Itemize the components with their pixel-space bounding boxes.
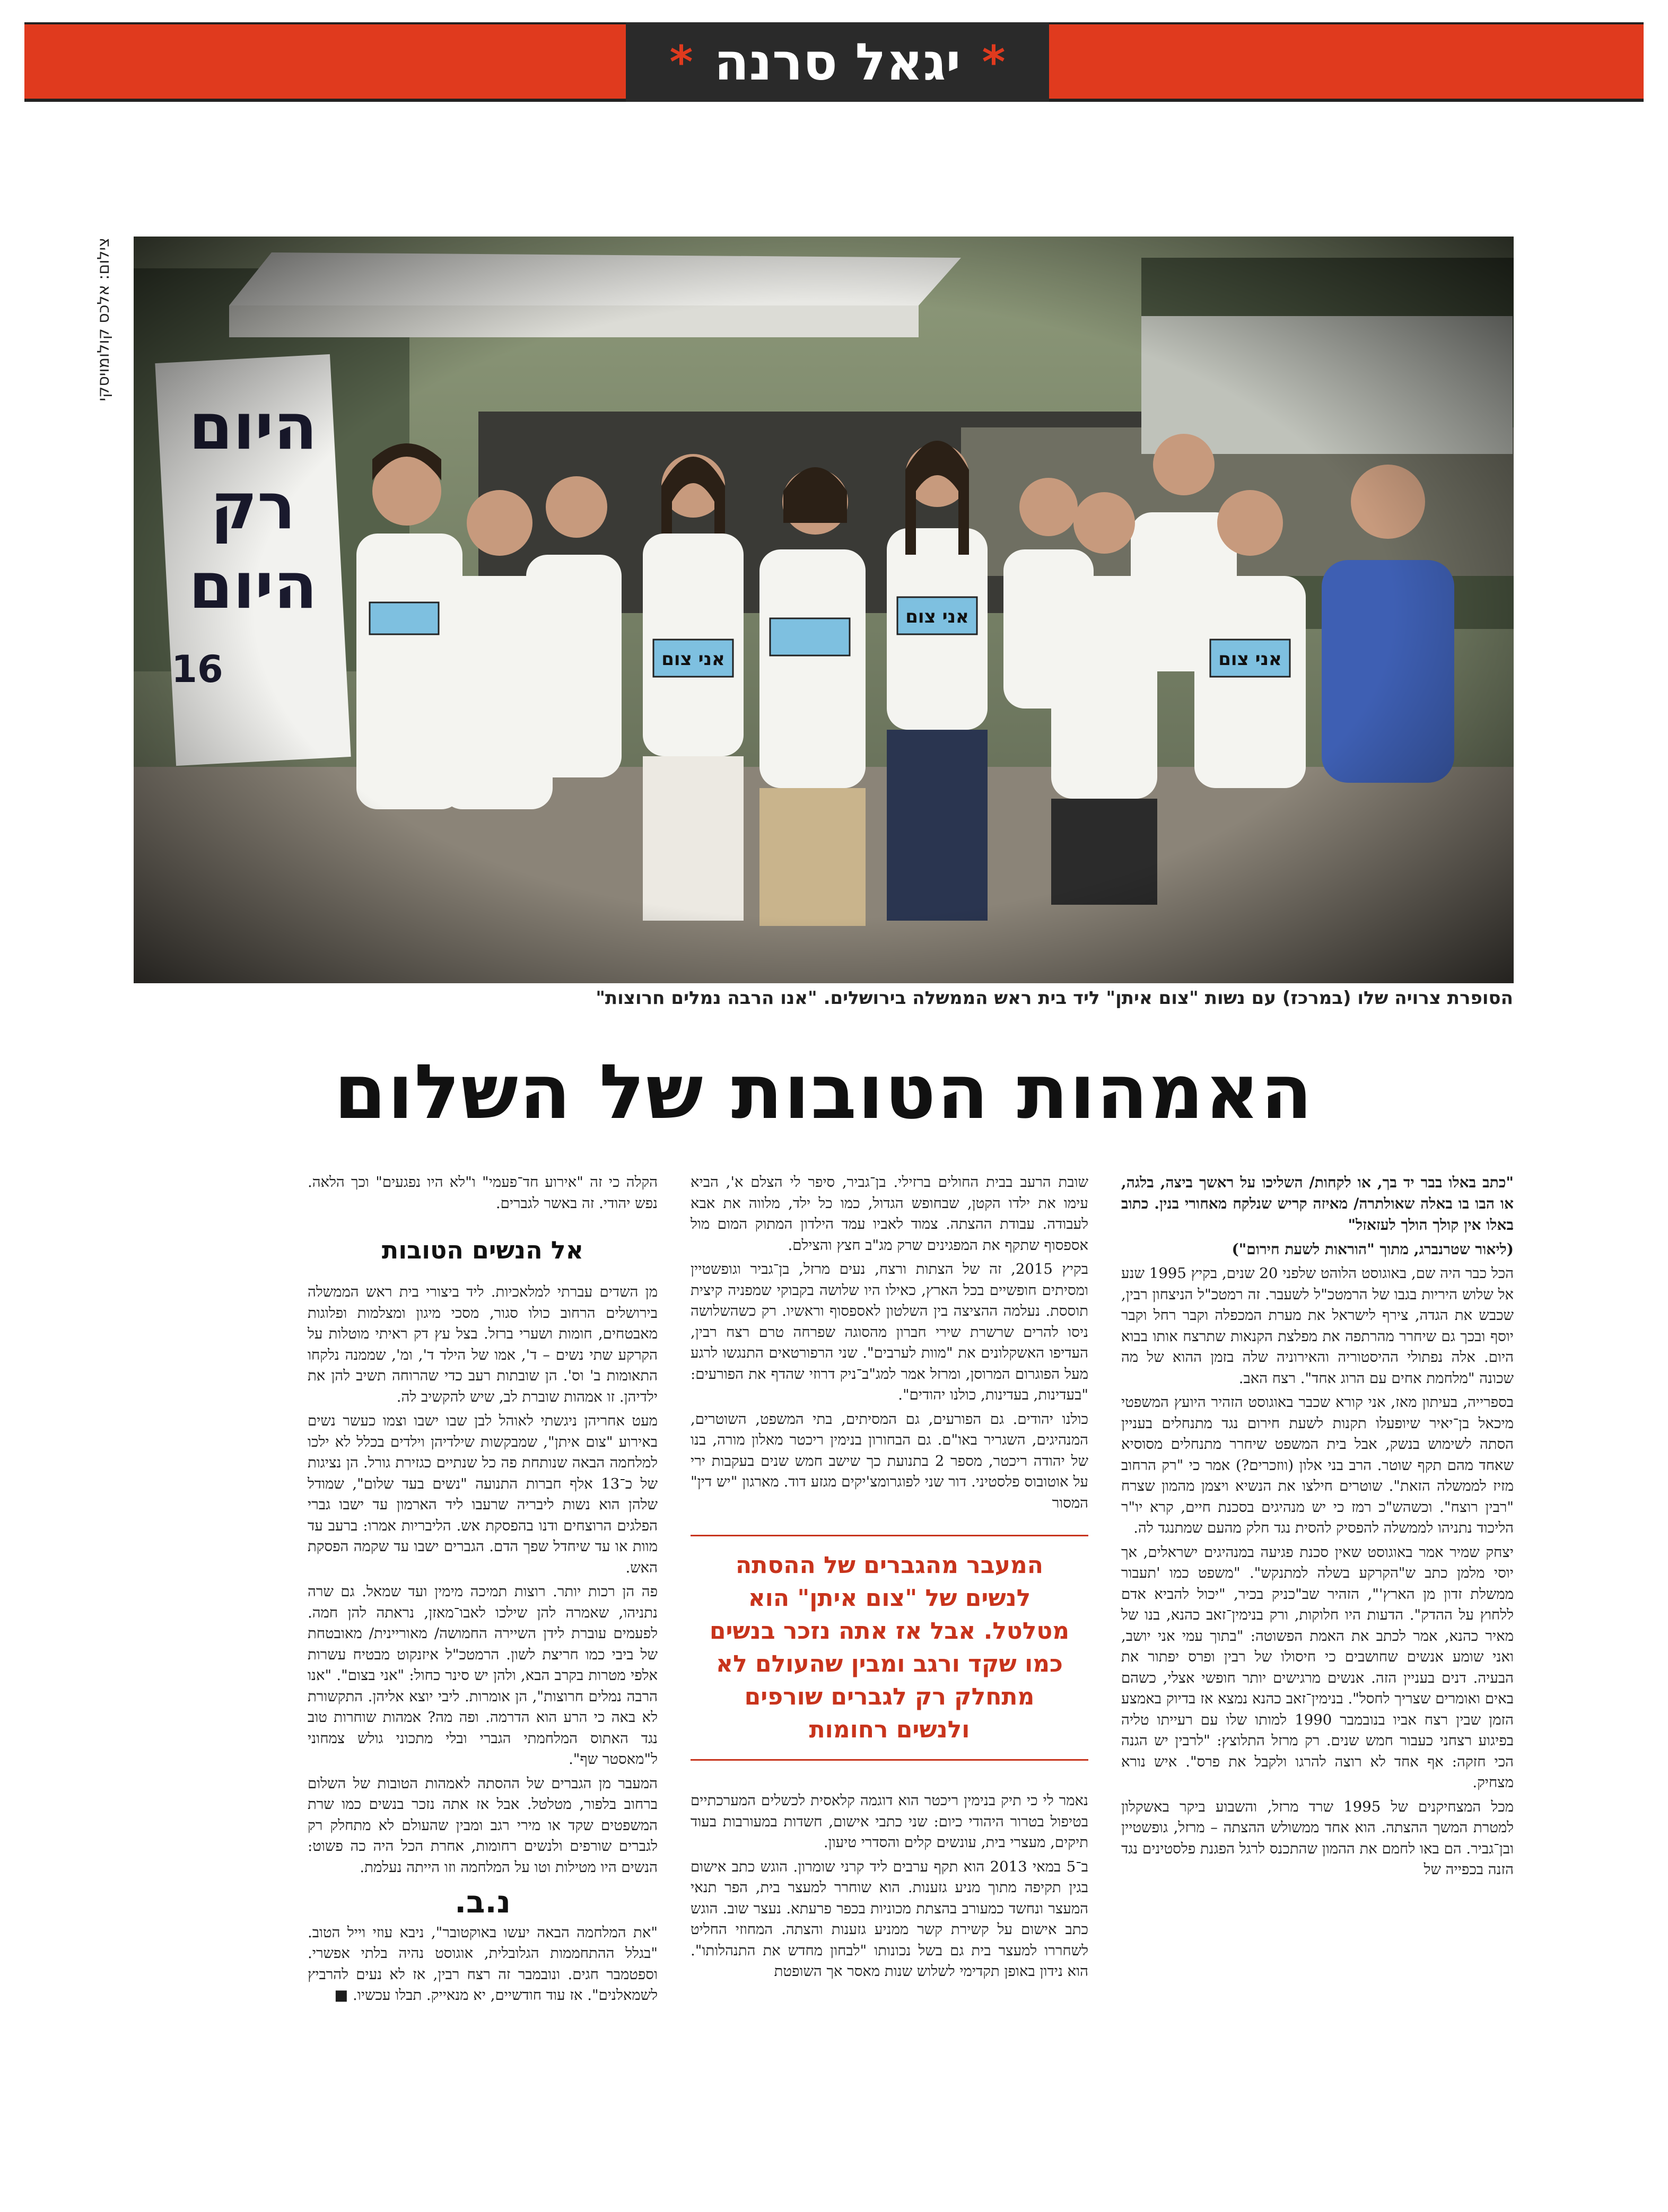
paragraph: פה הן רכות יותר. רוצות תמיכה מימין ועד שמאל. גם שרה נתניהו, שאמרה להן שילכו לאבו־מאזן, נראתה להן חמה. לפעמים עוברת לידן השיירה החמושה/ מאוריינית/ מאובטחת של ביבי כמו חריצת לשון. הרמטכ"ל איזנקוט מבטיח עשרות אלפי מטרות בקרב הבא, ולהן יש סינר כחול: "אני בצום". "אנו הרבה נמלים חרוצות", הן אומרות. ליבי יוצא אליהן. התקשורת לא באה כי הרע הוא הדרמה. ופה מה? אמהות שוחרות טוב נגד האתוס המלחמתי הגברי ובלי מתכוני גולש צמחוני ל"מאסטר שף".	[308, 1583, 658, 1768]
paragraph: בקיץ 2015, זה של הצתות ורצח, נעים מרזל, בן־גביר וגופשטיין ומסיתים חופשיים בכל הארץ, כאילו היו שלושה בקבוקי שמפניה קיצית תוססת. נעלמה ההציצה בין השלטון לאספסוף וראשיו. רק כשהשלושה ניסו להרים שרשרת שירי חברון מהסוגה שפרחה טרם רצח רבין, העדיפו האשקלונים את "מוות לערבים". שני הרפורטאים התנגשו לרגע מעל הפוגרום המרוסן, ומרזל אמר למג"ב־ניק דרוזי שהדף את הפורעים: "בעדינות, בעדינות, כולנו יהודים".	[691, 1261, 1088, 1403]
star-right-icon: *	[982, 36, 1006, 88]
photo-caption: הסופרת צרויה שלו (במרכז) עם נשות "צום איתן" ליד בית ראש הממשלה בירושלים. "אנו הרבה נמלים חרוצות"	[596, 987, 1513, 1009]
article-column-3	[308, 1172, 658, 2201]
headline: האמהות הטובות של השלום	[334, 1048, 1314, 1136]
paragraph: הקלה כי זה "אירוע חד־פעמי" ו"לא היו נפגעים" וכך הלאה. נפש יהודי. זה באשר לגברים.	[308, 1174, 658, 1212]
paragraph: נאמר לי כי תיק בנימין ריכטר הוא דוגמה קלאסית לכשלים המערכתיים בטיפול בטרור היהודי כיום: שני כתבי אישום, חשדות במעורבות בעוד תיקים, מעצרי בית, עונשים קלים והסדרי טיעון.	[691, 1792, 1088, 1851]
article-column-1	[1121, 1172, 1514, 2201]
epigraph-source: (ליאור שטרנברג, מתוך "הוראות לשעת חירום")	[1232, 1240, 1514, 1258]
columnist-name-box	[626, 22, 1049, 102]
paragraph: מכל המצחיקנים של 1995 שרד מרזל, והשבוע ביקר באשקלון למטרת המשך ההצתה. הוא אחד ממשולש ההצתה – מרזל, גופשטיין ובן־גביר. הם באו לחמם את ההמון שהתכנס לרגל הפגנת פלסטינים נגד הזנה בכפייה של	[1121, 1798, 1514, 1878]
paragraph: ב־5 במאי 2013 הוא תקף ערבים ליד קרני שומרון. הוגש כתב אישום בגין תקיפה מתוך מניע גזענות. הוא שוחרר למעצר בית, הפר תנאי המעצר ונחשד כמעורב בהצתת מכוניות בכפר פרעתא. נעצר שוב. הוגש כתב אישום על קשירת קשר ממניע גזענות והצתה. המחוזי החליט לשחררו למעצר בית גם בשל נכונותו "לבחון מחדש את התנהלותו". הוא נידון באופן תקדימי לשלוש שנות מאסר אך השופטת	[691, 1858, 1088, 1980]
paragraph: מן השדים עברתי למלאכיות. ליד ביצורי בית ראש הממשלה בירושלים הרחוב כולו סגור, מסכי מיגון ומצלמות ופלוגות מאבטחים, חומות ושערי ברזל. בצל עץ דק ראיתי מוטלות על הקרקע שתי נשים – ד', אמו של הילד ד', ומ', שממנה נלקחו התאומות ב' וס'. הן שובתות רעב כדי שהרוחה תשיב להן את ילדיהן. זו אמהות שוברת לב, שיש להקשיב לה.	[308, 1283, 658, 1405]
paragraph: מעט אחריהן ניגשתי לאוהל לבן שבו ישבו וצמו כעשר נשים באירוע "צום איתן", שמבקשות שילדיהן וילדים בכלל לא ילכו למלחמה הבאה שנותחת פה כל שנתיים כגזירת גורל. הן נציגות של כ־13 אלף חברות התנועה "נשים בעד שלום", שמודל שלהן הוא נשות ליבריה שרעבו ליד הארמון עד ישבו גברי הפלגים הרוצחים ודנו בהפסקת אש. הליבריות אמרו: ברעב עד מוות או עד שיחדל שפך הדם. הגברים ישבו עד שקמה הפסקת האש.	[308, 1412, 658, 1576]
columnist-name: יגאל סרנה	[714, 32, 961, 92]
paragraph: כולנו יהודים. גם הפורעים, גם המסיתים, בתי המשפט, השוטרים, המנהיגים, השגריר באו"ם. גם הבחורון בנימין ריכטר מאלון מורה, בנו של יהודה ריכטר, מספר 2 בתנועת כך שישב חמש שנים בעקבות ירי על אוטובוס פלסטיני. דור שני לפוגרומצ'יקים מגזע דוד. מארגון "יש דין" המסור	[691, 1410, 1088, 1511]
pull-quote: המעבר מהגברים של ההסתה לנשים של "צום איתן" הוא מטלטל. אבל אז אתה נזכר בנשים כמו שקד ורגב ומבין שהעולם לא מתחלק רק לגברים שורפים ולנשים רחומות	[691, 1535, 1088, 1761]
paragraph: יצחק שמיר אמר באוגוסט שאין סכנת פגיעה במנהיגים ישראלים, אך יוסי מלמן כתב ש"הקרקע בשלה למתנקש". "משפט כמו 'תעבור ממשלת זדון מן הארץ'", הזהיר שב"כניק בכיר, "יכול להביא אדם ללחוץ על ההדק". הדעות היו חלוקות, ורק בנימין־זאב כהנא, בנו של מאיר כהנא, אמר לכתב את האמת הפשוטה: "בתוך עמי אני יושב, ואני שומע אנשים שחושבים כי חיסולו של רבין ופרס יפתור את הבעיה. דנים בעניין הזה. אנשים מרגישים יותר חופשי אצלי, כשהם באים ואומרים שצריך לחסל". בנימין־זאב כהנא נמצא אז בדיוק באמצע הזמן שבין רצח אביו בנובמבר 1990 למותו שלו עם רעייתו טליה בפיגוע רצחני כעבור חמש שנים. רק מרזל התלוצץ: "לרבין יש הגנה הכי חזקה: אף אחד לא רוצה להרגו ולקבל את פרס". איש נורא מצחיק.	[1121, 1543, 1514, 1791]
ps-paragraph: "את המלחמה הבאה יעשו באוקטובר", ניבא עוזי וייל הטוב. "בגלל ההתחממות הגלובלית, אוגוסט נהיה בלתי אפשרי. וספטמבר חגים. ונובמבר זה רצח רבין, אז לא נעים להרביץ לשמאלנים". אז עוד חודשיים, יא מנאייק. תבלו עכשיו. ■	[308, 1924, 658, 2004]
ps-heading: נ.ב.	[455, 1884, 511, 1920]
paragraph: בספרייה, בעיתון מאז, אני קורא שכבר באוגוסט הזהיר היועץ המשפטי מיכאל בן־יאיר שיופעלו תקנות לשעת חירום נגד מתנחלים בעניין הסתה לשימוש בנשק, אבל בית המשפט שיחרר מתנחלים מסוסיא שאחד מהם תקף שוטר. הרב בני אלון (ווזכרים?) אמר כי "רק הרחוב מזיז לממשלה הזאת". שוטרים חילצו את הנשיא ויצמן מהמון שצרח "רבין רוצח". וכשהש"כ רמז כי יש מנהיגים בסכנת חיים, קרא יו"ר הליכוד נתניהו לממשלה להפסיק להסית נגד חלק מהעם שמתנגד לה.	[1121, 1394, 1514, 1536]
paragraph: המעבר מן הגברים של ההסתה לאמהות הטובות של השלום ברחוב בלפור, מטלטל. אבל אז אתה נזכר בנשים כמו שרת המשפטים שקד או מירי רגב ומבין שהעולם לא מתחלק רק לגברים שורפים ולנשים רחומות, אחרת הכל היה כה פשוט: הנשים היו מטילות וטו על המלחמה וזו הייתה נעלמת.	[308, 1774, 658, 1876]
subheading: אל הנשים הטובות	[381, 1236, 584, 1264]
article-column-2	[691, 1172, 1088, 2201]
paragraph: הכל כבר היה שם, באוגוסט הלוהט שלפני 20 שנים, בקיץ 1995 שנע אל שלוש היריות בגבו של הרמטכ"ל לשעבר. זה רמטכ"ל הניצחון רבין, שכבש את הגדה, צירף לישראל את מערת המכפלה וקבר רחל וקבר יוסף ובכך גם שיחרר מהרתפה את מפלצת הקנאות שתרצח אותו בבוא היום. אלה נפתולי ההיסטוריה והאירוניה שלה בזמן ההוא של מה שכונה "מלחמת אחים עם הרוג אחד". רצח האב.	[1121, 1265, 1514, 1387]
star-left-icon: *	[669, 36, 693, 88]
group-photo	[134, 237, 1514, 983]
paragraph: שובת הרעב בבית החולים ברזילי. בן־גביר, סיפר לי הצלם א', הביא עימו את ילדו הקטן, שבחופש הגדול, כמו כל ילד, מלווה את אבא לעבודה. עבודת ההצתה. צמוד לאביו עמד הילדון המתוק המום מול אספסוף שתקף את המפגינים שרק מג"ב חצץ והצילם.	[691, 1174, 1088, 1254]
photo-credit: צילום: אלכס קולומויסקי	[94, 238, 113, 401]
epigraph: "כתב באלו בבר יד בך, או לקחות/ השליכו על ראשך ביצה, בלגה, או הבו בו באלה שאולתרה/ מאיזה קריש שנלקח מאחורי בנין. כתוב באלו אין קולך הולך לעזאזל"	[1121, 1174, 1514, 1234]
